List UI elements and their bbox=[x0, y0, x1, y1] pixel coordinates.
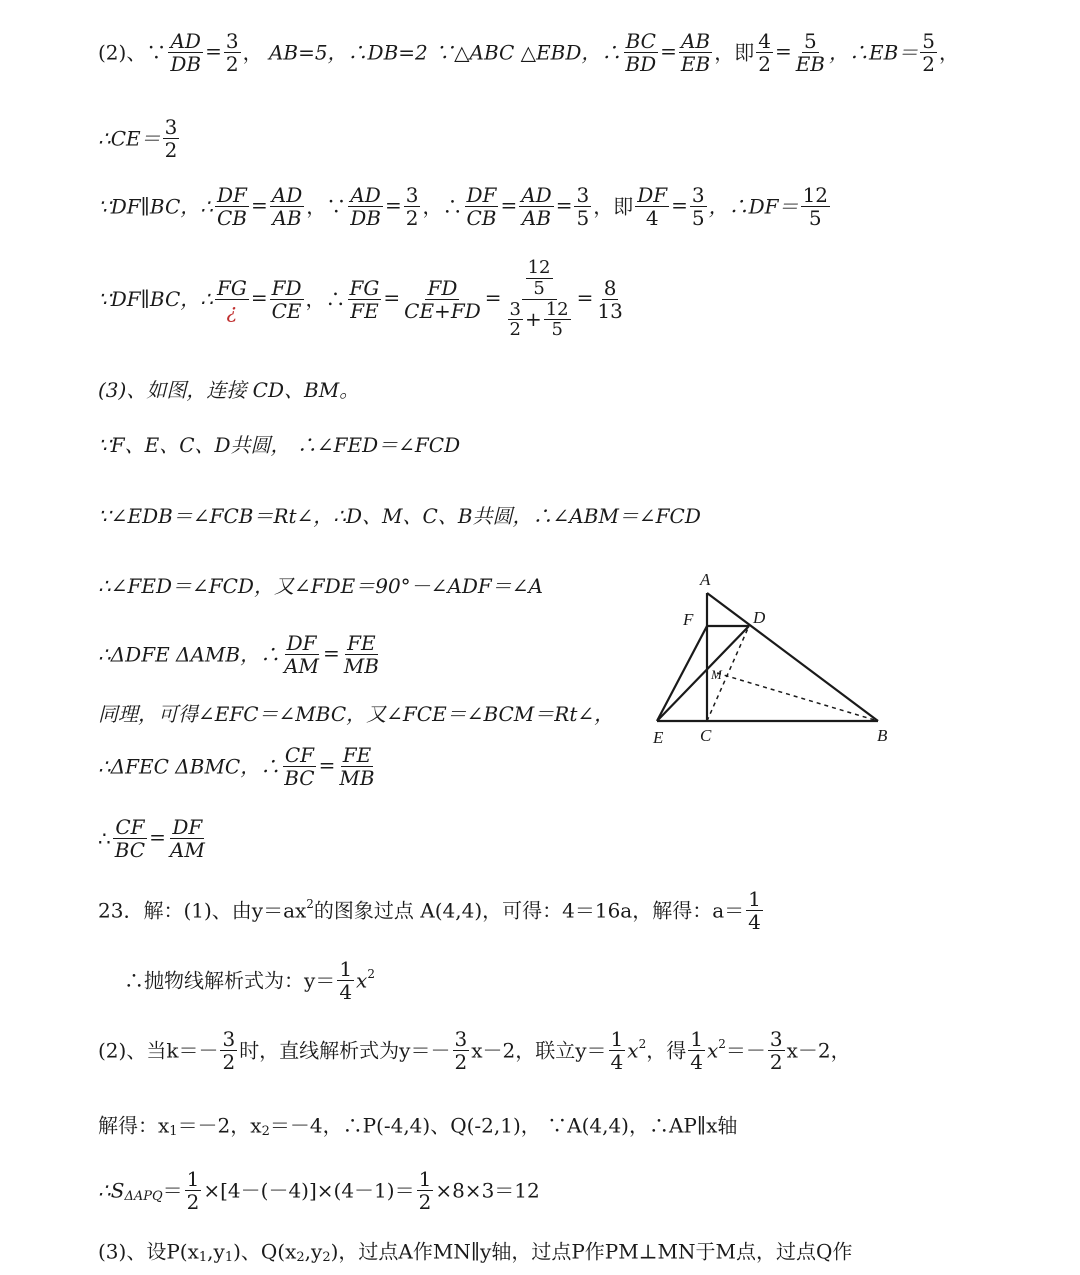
line-8: ∴∠FED＝∠FCD，又∠FDE＝90°－∠ADF＝∠A bbox=[98, 574, 543, 598]
frac-DF-AM-2: $\frac{DF}{AM}$ bbox=[169, 815, 205, 862]
frac-1-2b: $\frac{1}{2}$ bbox=[418, 1167, 432, 1214]
line-18: (3)、设$P(x_1,y_1)$、$Q(x_2,y_2)$，过点A作MN∥y轴，过点P作PM⊥MN于M点，过点Q作 bbox=[98, 1239, 853, 1265]
frac-FG-FE: $\frac{FG}{FE}$ bbox=[349, 275, 380, 323]
geometry-figure bbox=[645, 565, 905, 755]
line-10: 同理，可得∠EFC＝∠MBC，又∠FCE＝∠BCM＝Rt∠， bbox=[98, 702, 615, 726]
line-2: ∴CE＝ $\frac{3}{2}$ bbox=[98, 115, 178, 162]
segment-E-F bbox=[657, 626, 707, 721]
frac-BC-BD: $\frac{BC}{BD}$ bbox=[625, 29, 657, 76]
frac-3-2c: $\frac{3}{2}$ bbox=[405, 183, 419, 230]
frac-1-4c: $\frac{1}{4}$ bbox=[610, 1027, 624, 1074]
line-9: ∴ΔDFE ΔAMB，∴ $\frac{DF}{AM}$ = $\frac{FE}{MB}$ bbox=[98, 631, 379, 678]
line-5: (3)、如图，连接 CD、BM。 bbox=[98, 378, 360, 402]
line-6: ∵F、E、C、D共圆， ∴∠FED＝∠FCD bbox=[98, 433, 461, 457]
label-C: C bbox=[700, 726, 712, 745]
frac-DF-4: $\frac{DF}{4}$ bbox=[637, 183, 668, 230]
frac-AD-DB-2: $\frac{AD}{DB}$ bbox=[350, 183, 381, 230]
line-11: ∴ΔFEC ΔBMC，∴ $\frac{CF}{BC}$ = $\frac{FE}{MB}$ bbox=[98, 743, 375, 790]
frac-1-4b: $\frac{1}{4}$ bbox=[339, 957, 353, 1004]
frac-DF-CB: $\frac{DF}{CB}$ bbox=[216, 183, 247, 230]
frac-5-2: $\frac{5}{2}$ bbox=[922, 29, 936, 76]
frac-FD-CE: $\frac{FD}{CE}$ bbox=[271, 275, 302, 323]
frac-CF-BC-2: $\frac{CF}{BC}$ bbox=[114, 815, 146, 862]
label-M: M bbox=[711, 667, 722, 682]
segment-M-B bbox=[717, 673, 878, 721]
frac-12-5: $\frac{12}{5}$ bbox=[802, 183, 829, 230]
frac-AD-AB: $\frac{AD}{AB}$ bbox=[271, 183, 303, 230]
label-D: D bbox=[753, 608, 766, 627]
line-7: ∵∠EDB＝∠FCB＝Rt∠，∴D、M、C、B共圆，∴∠ABM＝∠FCD bbox=[98, 504, 701, 528]
frac-DF-CB-2: $\frac{DF}{CB}$ bbox=[466, 183, 497, 230]
segment-A-B bbox=[707, 593, 878, 721]
frac-FE-MB-2: $\frac{FE}{MB}$ bbox=[339, 743, 375, 790]
line-12: ∴ $\frac{CF}{BC}$ = $\frac{DF}{AM}$ bbox=[98, 815, 205, 862]
frac-3-5b: $\frac{3}{5}$ bbox=[691, 183, 705, 230]
label-E: E bbox=[653, 728, 664, 747]
frac-1-4d: $\frac{1}{4}$ bbox=[690, 1027, 703, 1074]
frac-CF-BC: $\frac{CF}{BC}$ bbox=[284, 743, 315, 790]
segment-E-D bbox=[657, 626, 749, 721]
label-B: B bbox=[877, 726, 888, 745]
frac-3-2d: $\frac{3}{2}$ bbox=[222, 1027, 236, 1074]
line-3: ∵DF∥BC，∴ $\frac{DF}{CB}$ = $\frac{AD}{AB}$ ，∵ $\frac{AD}{DB}$ = $\frac{3}{2}$ ，∴ $\frac{DF}{CB}$ = $\frac{AD}{AB}$ = $\frac{3}{5}$ ，即 $\frac{DF}{4}$ = $\frac{3}{5}$ ，∴DF＝ $\frac{12}{5}$ bbox=[98, 183, 829, 230]
frac-3-2: $\frac{3}{2}$ bbox=[225, 29, 239, 76]
frac-3-5: $\frac{3}{5}$ bbox=[576, 183, 590, 230]
frac-4-2: $\frac{4}{2}$ bbox=[758, 29, 771, 76]
frac-AB-EB: $\frac{AB}{EB}$ bbox=[680, 29, 711, 76]
line-1: (2)、∵ $\frac{AD}{DB}$ = $\frac{3}{2}$ ， AB=5，∴DB=2 ∵△ABC △EBD，∴ $\frac{BC}{BD}$ = $\frac{AB}{EB}$ ，即 $\frac{4}{2}$ = $\frac{5}{EB}$ ，∴EB＝ $\frac{5}{2}$ ， bbox=[98, 29, 960, 76]
frac-1-4: $\frac{1}{4}$ bbox=[748, 887, 761, 934]
line-4: ∵DF∥BC，∴ $\frac{FG}{¿}$ = $\frac{FD}{CE}$ ，∴ $\frac{FG}{FE}$ = $\frac{FD}{CE+FD}$ = $\frac{12}{5}$ $\frac{3}{2}$ + $\frac{12}{5}$ = $\frac{8}{13}$ bbox=[98, 257, 623, 341]
frac-3-2b: $\frac{3}{2}$ bbox=[164, 115, 178, 162]
line-17: $\therefore S_{\Delta APQ}=$ $\frac{1}{2}$ ×[4－(－4)]×(4－1)＝ $\frac{1}{2}$ ×8×3＝12 bbox=[98, 1167, 540, 1214]
frac-1-2: $\frac{1}{2}$ bbox=[186, 1167, 200, 1214]
label-A: A bbox=[700, 570, 711, 589]
frac-8-13: $\frac{8}{13}$ bbox=[597, 275, 623, 323]
line-15: (2)、当k＝－ $\frac{3}{2}$ 时，直线解析式为y＝－ $\frac{3}{2}$ x－2，联立y＝ $\frac{1}{4}$ $x^2$，得 $\frac{1}{4}$ $x^2=-$ $\frac{3}{2}$ x－2， bbox=[98, 1027, 851, 1074]
frac-AD-DB: $\frac{AD}{DB}$ bbox=[170, 29, 202, 76]
line-13: 23．解：(1)、由$y=ax^2$的图象过点 A(4,4)，可得：4＝16a，解得：a＝ $\frac{1}{4}$ bbox=[98, 887, 761, 934]
frac-FE-MB: $\frac{FE}{MB}$ bbox=[343, 631, 379, 678]
line-14: ∴抛物线解析式为：y＝ $\frac{1}{4}$ $x^2$ bbox=[124, 957, 375, 1004]
frac-5-EB: $\frac{5}{EB}$ bbox=[795, 29, 825, 76]
frac-3-2f: $\frac{3}{2}$ bbox=[769, 1027, 783, 1074]
frac-FD-CEFD: $\frac{FD}{CE+FD}$ bbox=[404, 275, 481, 323]
label-F: F bbox=[683, 610, 694, 629]
frac-DF-AM: $\frac{DF}{AM}$ bbox=[284, 631, 320, 678]
frac-FG-g: $\frac{FG}{¿}$ bbox=[216, 275, 247, 323]
frac-AD-AB-2: $\frac{AD}{AB}$ bbox=[521, 183, 552, 230]
frac-3-2e: $\frac{3}{2}$ bbox=[454, 1027, 468, 1074]
line-16: 解得：$x_1=-2$，$x_2=-4$，∴P(-4,4)、Q(-2,1)， ∵A(4,4)，∴AP∥x轴 bbox=[98, 1113, 738, 1139]
frac-compound: $\frac{12}{5}$ $\frac{3}{2}$ + $\frac{12}{5}$ bbox=[509, 257, 569, 341]
